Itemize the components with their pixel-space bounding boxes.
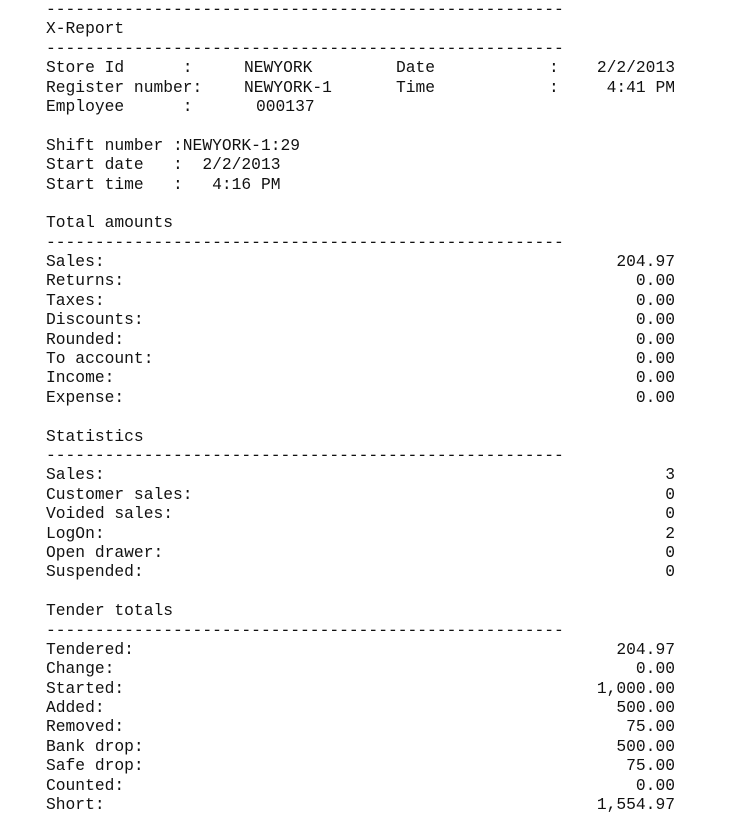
total-amount-label: Returns: — [46, 271, 125, 291]
total-amount-label: Discounts: — [46, 310, 144, 330]
separator-line: ----------------------------------------------------- — [46, 445, 564, 465]
statistic-label: Sales: — [46, 465, 105, 485]
statistic-value: 0 — [665, 484, 675, 504]
register-row — [46, 78, 686, 97]
separator-line: ----------------------------------------------------- — [46, 38, 564, 58]
total-amount-value: 204.97 — [616, 252, 675, 272]
total-amount-value: 0.00 — [635, 290, 675, 310]
tender-total-value: 500.00 — [616, 736, 675, 756]
total-amount-label: To account: — [46, 349, 154, 369]
total-amount-row — [46, 310, 686, 329]
statistic-label: LogOn: — [46, 523, 105, 543]
statistic-row — [46, 504, 686, 523]
statistic-row — [46, 485, 686, 504]
employee-label: Employee : — [46, 96, 193, 116]
total-amounts-heading: Total amounts — [46, 213, 174, 233]
tender-total-row — [46, 640, 686, 659]
tender-total-label: Change: — [46, 659, 115, 679]
total-amount-value: 0.00 — [635, 271, 675, 291]
statistic-value: 0 — [665, 542, 675, 562]
time-label: Time — [396, 77, 436, 97]
shift-number-line: Shift number :NEWYORK-1:29 — [46, 135, 301, 155]
tender-totals-heading: Tender totals — [46, 601, 174, 621]
statistic-value: 3 — [665, 465, 675, 485]
total-amount-value: 0.00 — [635, 310, 675, 330]
separator-line: ----------------------------------------------------- — [46, 620, 564, 640]
total-amount-label: Sales: — [46, 252, 105, 272]
statistic-label: Voided sales: — [46, 504, 174, 524]
total-amount-row — [46, 349, 686, 368]
date-label: Date — [396, 58, 436, 78]
shift-start-time-line: Start time : 4:16 PM — [46, 174, 281, 194]
tender-total-value: 204.97 — [616, 639, 675, 659]
tender-total-row — [46, 717, 686, 736]
statistics-list — [46, 465, 686, 581]
tender-total-row — [46, 659, 686, 678]
register-value: NEWYORK-1 — [244, 77, 332, 97]
total-amount-row — [46, 330, 686, 349]
tender-total-value: 75.00 — [626, 717, 675, 737]
total-amount-label: Taxes: — [46, 290, 105, 310]
tender-total-value: 1,554.97 — [596, 795, 675, 815]
tender-total-label: Short: — [46, 795, 105, 815]
tender-total-label: Started: — [46, 678, 125, 698]
tender-total-label: Added: — [46, 698, 105, 718]
total-amount-row — [46, 388, 686, 407]
total-amount-label: Expense: — [46, 387, 125, 407]
tender-total-value: 0.00 — [635, 775, 675, 795]
statistic-value: 2 — [665, 523, 675, 543]
statistic-row — [46, 465, 686, 484]
tender-total-row — [46, 795, 686, 814]
tender-total-row — [46, 679, 686, 698]
separator-line: ----------------------------------------------------- — [46, 0, 564, 19]
employee-row — [46, 97, 686, 116]
statistic-value: 0 — [665, 562, 675, 582]
statistic-label: Customer sales: — [46, 484, 193, 504]
tender-total-row — [46, 756, 686, 775]
store-id-row — [46, 58, 686, 77]
total-amount-value: 0.00 — [635, 349, 675, 369]
statistic-value: 0 — [665, 504, 675, 524]
total-amount-value: 0.00 — [635, 387, 675, 407]
tender-total-value: 75.00 — [626, 756, 675, 776]
total-amount-value: 0.00 — [635, 329, 675, 349]
total-amount-label: Rounded: — [46, 329, 125, 349]
statistic-row — [46, 524, 686, 543]
tender-total-label: Removed: — [46, 717, 125, 737]
total-amount-row — [46, 252, 686, 271]
shift-start-date-line: Start date : 2/2/2013 — [46, 155, 281, 175]
tender-totals-list — [46, 640, 686, 815]
tender-total-label: Counted: — [46, 775, 125, 795]
statistic-label: Open drawer: — [46, 542, 164, 562]
report-title: X-Report — [46, 19, 125, 39]
tender-total-row — [46, 776, 686, 795]
total-amount-row — [46, 271, 686, 290]
tender-total-label: Tendered: — [46, 639, 134, 659]
employee-value: 000137 — [256, 96, 315, 116]
total-amount-row — [46, 368, 686, 387]
tender-total-row — [46, 698, 686, 717]
total-amount-value: 0.00 — [635, 368, 675, 388]
statistics-heading: Statistics — [46, 426, 144, 446]
tender-total-value: 0.00 — [635, 659, 675, 679]
time-colon: : — [549, 77, 559, 97]
separator-line: ----------------------------------------------------- — [46, 232, 564, 252]
tender-total-label: Bank drop: — [46, 736, 144, 756]
total-amounts-list — [46, 252, 686, 407]
tender-total-value: 1,000.00 — [596, 678, 675, 698]
tender-total-value: 500.00 — [616, 698, 675, 718]
statistic-label: Suspended: — [46, 562, 144, 582]
store-id-label: Store Id : — [46, 58, 193, 78]
time-value: 4:41 PM — [606, 77, 675, 97]
tender-total-row — [46, 737, 686, 756]
statistic-row — [46, 543, 686, 562]
date-colon: : — [549, 58, 559, 78]
store-id-value: NEWYORK — [244, 58, 313, 78]
total-amount-row — [46, 291, 686, 310]
date-value: 2/2/2013 — [596, 58, 675, 78]
tender-total-label: Safe drop: — [46, 756, 144, 776]
statistic-row — [46, 562, 686, 581]
register-label: Register number: — [46, 77, 203, 97]
x-report-receipt — [46, 0, 686, 814]
total-amount-label: Income: — [46, 368, 115, 388]
